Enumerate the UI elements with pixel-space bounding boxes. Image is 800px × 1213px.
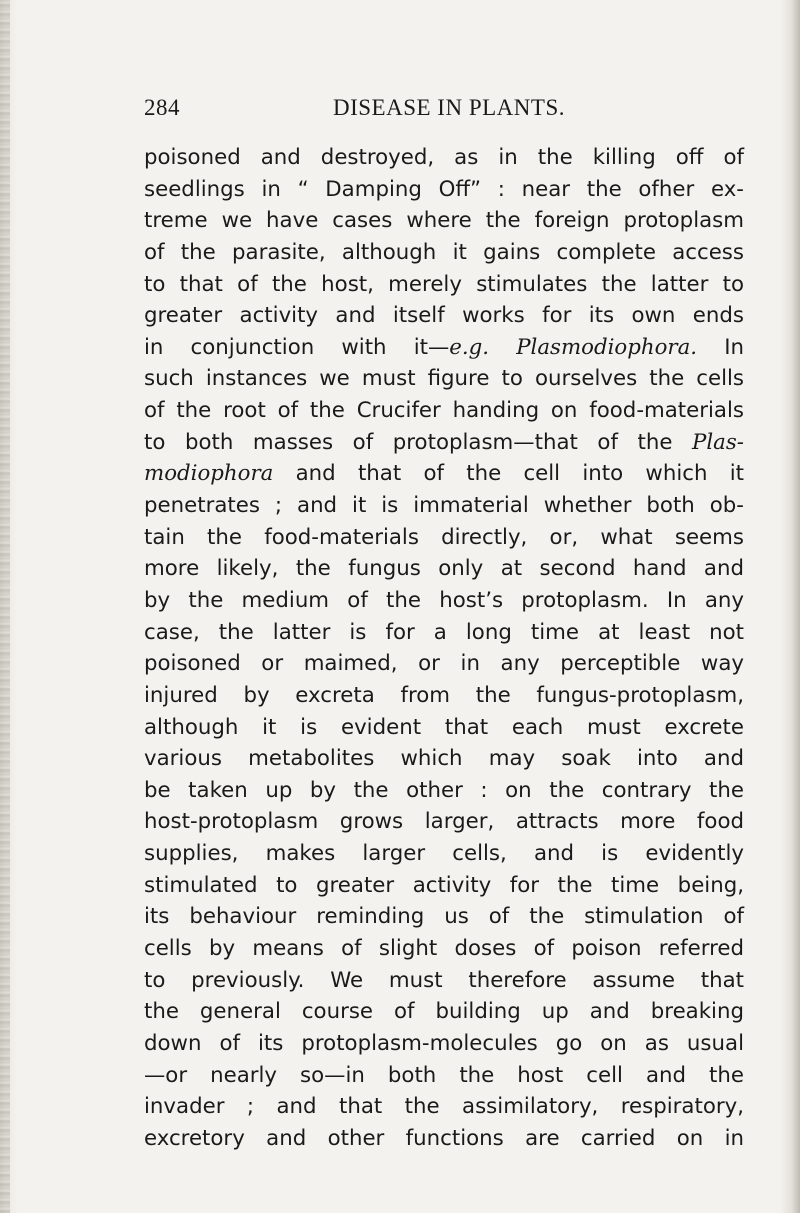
body-text — [144, 142, 744, 1155]
italic-text-run: Plas- — [692, 429, 744, 455]
text-run: by the medium of the host’s protoplasm. In any — [144, 587, 744, 613]
text-line — [144, 427, 744, 459]
page-gutter-edge — [0, 0, 10, 1213]
text-line — [144, 269, 744, 301]
text-run: the general course of building up and breaking — [144, 999, 744, 1025]
text-line — [144, 712, 744, 744]
text-line — [144, 648, 744, 680]
text-run: although it is evident that each must excrete — [144, 714, 744, 740]
text-run: down of its protoplasm-molecules go on as usual — [144, 1030, 744, 1056]
text-run: seedlings in “ Damping Off” : near the ofher ex- — [144, 176, 744, 202]
text-line — [144, 332, 744, 364]
text-line — [144, 775, 744, 807]
text-line — [144, 743, 744, 775]
text-run: more likely, the fungus only at second hand and — [144, 556, 744, 582]
text-line — [144, 363, 744, 395]
text-run: such instances we must figure to ourselves the cells — [144, 366, 744, 392]
text-run: penetrates ; and it is immaterial whether both ob- — [144, 493, 744, 519]
text-line — [144, 617, 744, 649]
italic-text-run: e.g. Plasmodiophora. — [449, 334, 698, 360]
text-run: to previously. We must therefore assume that — [144, 967, 744, 993]
text-line — [144, 933, 744, 965]
text-line — [144, 901, 744, 933]
text-line — [144, 490, 744, 522]
text-line — [144, 1091, 744, 1123]
text-line — [144, 458, 744, 490]
text-run: tain the food-materials directly, or, what seems — [144, 524, 744, 550]
text-line — [144, 870, 744, 902]
text-line — [144, 680, 744, 712]
text-run: —or nearly so—in both the host cell and the — [144, 1062, 744, 1088]
text-line — [144, 142, 744, 174]
text-run: in conjunction with it— — [144, 334, 450, 360]
running-head — [144, 95, 744, 129]
text-run: case, the latter is for a long time at least not — [144, 619, 744, 645]
text-line — [144, 965, 744, 997]
text-run: its behaviour reminding us of the stimulation of — [144, 904, 744, 930]
text-run: host-protoplasm grows larger, attracts more food — [144, 809, 744, 835]
text-run: poisoned or maimed, or in any perceptible way — [144, 651, 744, 677]
text-run: treme we have cases where the foreign protoplasm — [144, 208, 744, 234]
text-line — [144, 300, 744, 332]
text-line — [144, 205, 744, 237]
text-run: injured by excreta from the fungus-protoplasm, — [144, 682, 744, 708]
text-line — [144, 838, 744, 870]
text-line — [144, 585, 744, 617]
text-run: excretory and other functions are carried on in — [144, 1125, 744, 1151]
page-number: 284 — [144, 95, 180, 120]
text-line — [144, 395, 744, 427]
italic-text-run: modiophora — [144, 461, 274, 487]
text-run: greater activity and itself works for its own ends — [144, 303, 744, 329]
text-line — [144, 1123, 744, 1155]
text-line — [144, 522, 744, 554]
text-line — [144, 1028, 744, 1060]
text-run: cells by means of slight doses of poison referred — [144, 936, 744, 962]
text-line — [144, 806, 744, 838]
text-run: In — [697, 334, 744, 360]
text-line — [144, 237, 744, 269]
text-line — [144, 174, 744, 206]
text-line — [144, 996, 744, 1028]
text-run: to that of the host, merely stimulates the latter to — [144, 271, 744, 297]
text-run: of the parasite, although it gains complete access — [144, 239, 744, 265]
text-line — [144, 553, 744, 585]
text-run: invader ; and that the assimilatory, respiratory, — [144, 1094, 744, 1120]
running-title: DISEASE IN PLANTS. — [333, 95, 565, 120]
text-run: and that of the cell into which it — [273, 461, 744, 487]
text-run: to both masses of protoplasm—that of the — [144, 429, 693, 455]
text-run: various metabolites which may soak into and — [144, 746, 744, 772]
page-outer-edge — [792, 0, 800, 1213]
text-run: of the root of the Crucifer handing on food-materials — [144, 398, 744, 424]
text-run: stimulated to greater activity for the time being, — [144, 872, 744, 898]
text-run: supplies, makes larger cells, and is evidently — [144, 841, 744, 867]
text-run: be taken up by the other : on the contrary the — [144, 777, 744, 803]
text-line — [144, 1060, 744, 1092]
text-run: poisoned and destroyed, as in the killing off of — [144, 145, 744, 170]
